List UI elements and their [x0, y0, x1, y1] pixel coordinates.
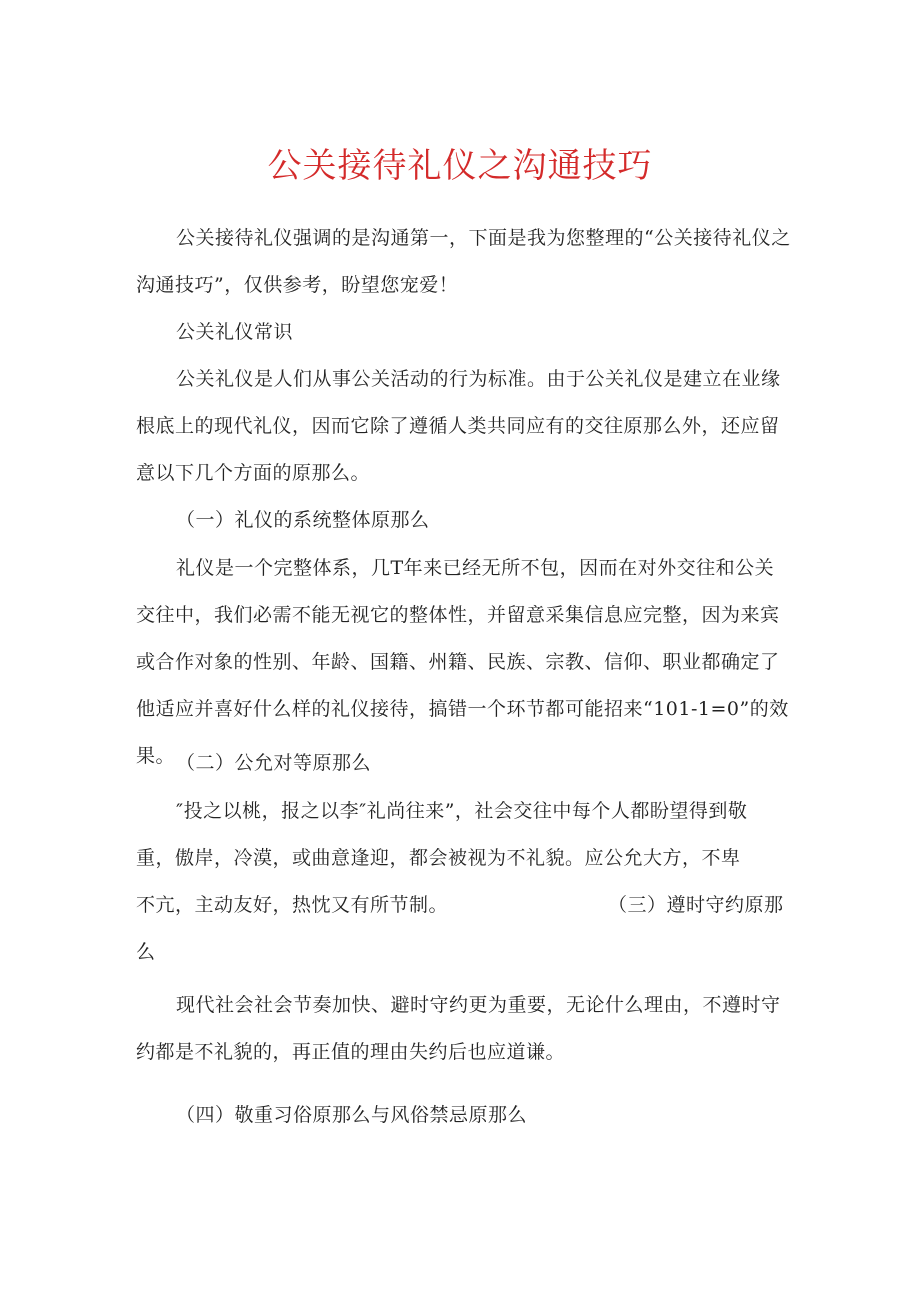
principle-2-body: ″投之以桃，报之以李″礼尚往来”，社会交往中每个人都盼望得到敬重，傲岸，冷漠，或曲意逢迎，都会被视为不礼貌。应公允大方，不卑不亢，主动友好，热忱又有所节制。: [136, 800, 748, 916]
document-title: 公关接待礼仪之沟通技巧: [267, 146, 653, 186]
principle-3-heading: （三）遵时守约原那: [608, 894, 784, 916]
principle-2-heading: （二）公允对等原那么: [176, 752, 372, 774]
principle-1-heading: （一）礼仪的系统整体原那么: [176, 509, 430, 531]
section-body-paragraph: 公关礼仪是人们从事公关活动的行为标准。由于公关礼仪是建立在业缘根底上的现代礼仪，因而它除了遵循人类共同应有的交往原那么外，还应留意以下几个方面的原那么。: [136, 368, 781, 484]
principle-3-heading-continued: 么: [136, 941, 156, 963]
principle-4-heading: （四）敬重习俗原那么与风俗禁忌原那么: [176, 1104, 528, 1126]
section-heading: 公关礼仪常识: [176, 321, 294, 343]
principle-1-body: 礼仪是一个完整体系，几T年来已经无所不包，因而在对外交往和公关交往中，我们必需不能无视它的整体性，并留意采集信息应完整，因为来宾或合作对象的性别、年龄、国籍、州籍、民族、宗教、信仰、职业都确定了他适应并喜好什么样的礼仪接待，搞错一个环节都可能招来“101-1=0”的效果。: [136, 557, 789, 767]
intro-paragraph: 公关接待礼仪强调的是沟通第一，下面是我为您整理的“公关接待礼仪之沟通技巧”，仅供参考，盼望您宠爱！: [136, 227, 791, 296]
principle-3-body: 现代社会社会节奏加快、避时守约更为重要，无论什么理由，不遵时守约都是不礼貌的，再正值的理由失约后也应道谦。: [136, 994, 781, 1063]
